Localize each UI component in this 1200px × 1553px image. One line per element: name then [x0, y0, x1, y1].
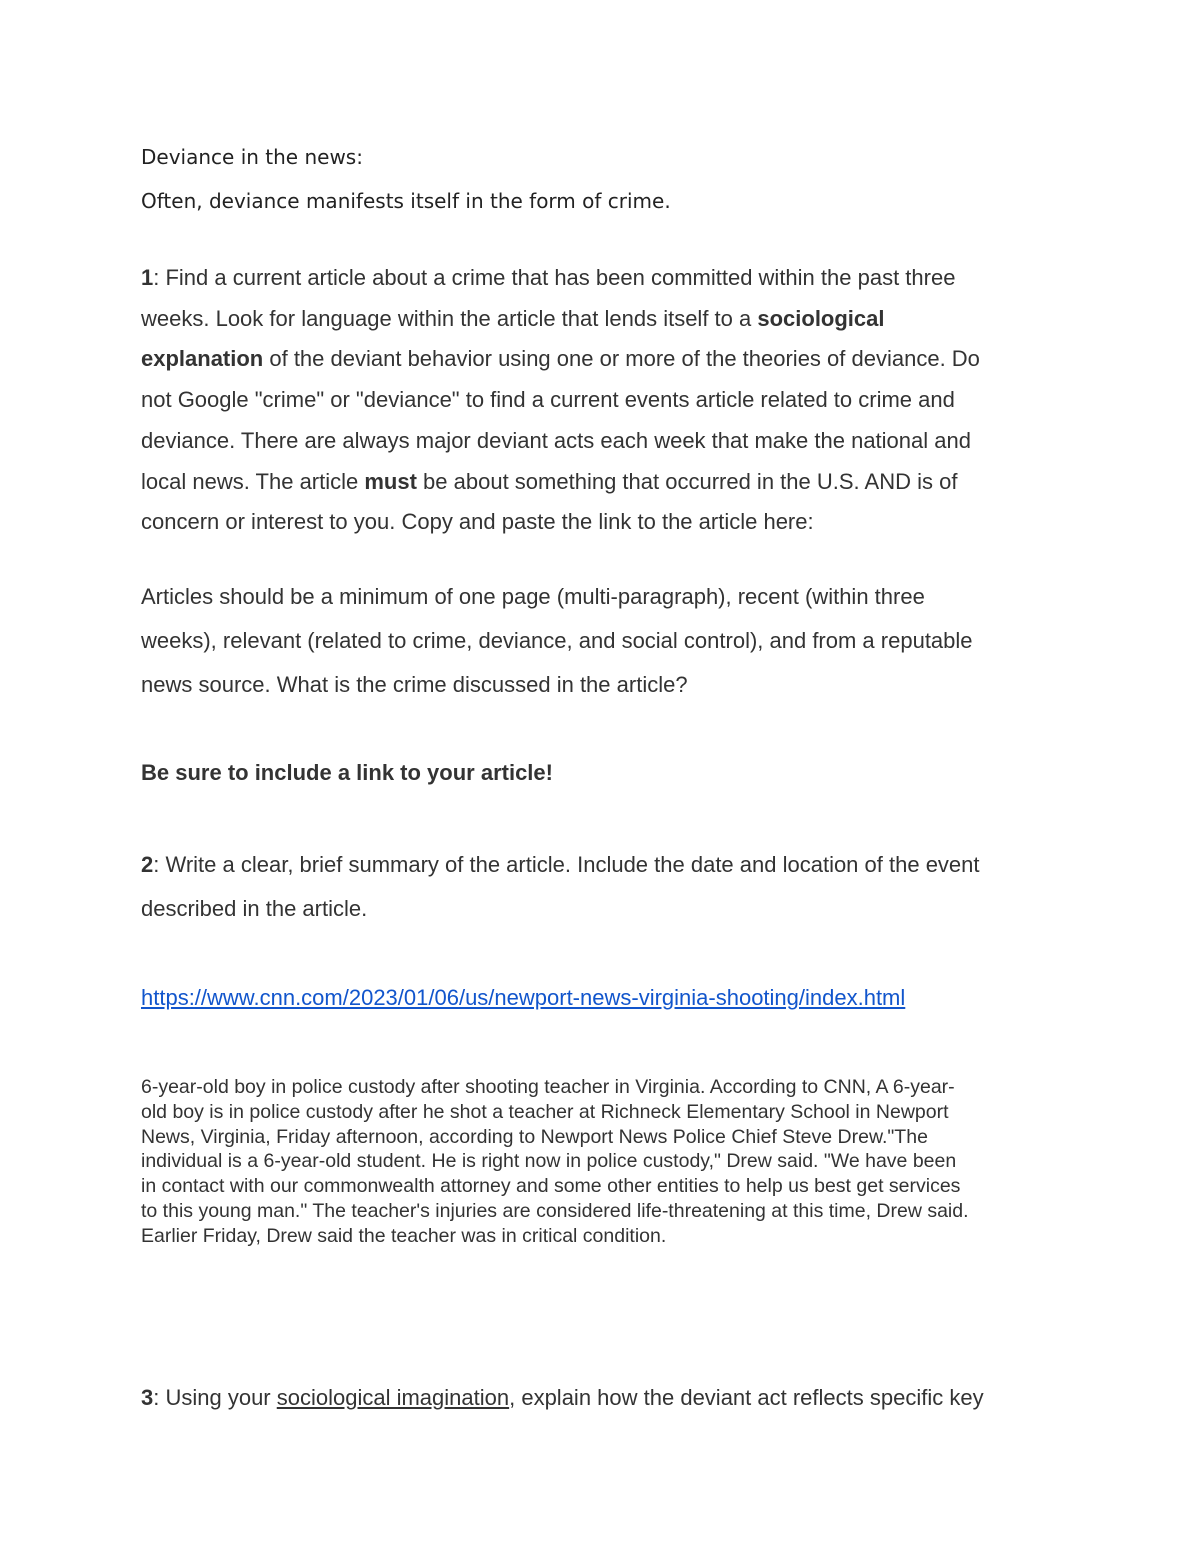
- q2-line-1: [141, 843, 1061, 887]
- q2-line-2: described in the article.: [141, 896, 368, 921]
- q1-line-1: [141, 258, 1061, 299]
- q1-line-4: not Google "crime" or "deviance" to find a current events article related to crime and: [141, 387, 955, 413]
- question-3: [141, 1378, 1061, 1419]
- q1-line-3-text: of the deviant behavior using one or more of the theories of deviance. Do: [263, 346, 980, 372]
- link-reminder: [141, 753, 1061, 794]
- document-title: [141, 143, 1061, 171]
- q1-bold-sociological: sociological: [757, 305, 885, 331]
- document-subtitle: [141, 187, 1061, 215]
- q2-line-1-text: : Write a clear, brief summary of the article. Include the date and location of the event: [153, 852, 980, 877]
- question-2: [141, 843, 1061, 931]
- q1-line-5: deviance. There are always major deviant acts each week that make the national and: [141, 427, 971, 453]
- summary-line-3: News, Virginia, Friday afternoon, according to Newport News Police Chief Steve Drew."The: [141, 1125, 928, 1148]
- articles-note-line-3: news source. What is the crime discussed in the article?: [141, 672, 688, 697]
- q1-bold-explanation: explanation: [141, 346, 264, 372]
- summary-line-4: individual is a 6-year-old student. He is right now in police custody," Drew said. "We have been: [141, 1150, 957, 1173]
- articles-note-line-2: weeks), relevant (related to crime, deviance, and social control), and from a reputable: [141, 628, 973, 653]
- q3-line-1: [141, 1378, 1061, 1419]
- summary-line-7: Earlier Friday, Drew said the teacher was in critical condition.: [141, 1224, 667, 1247]
- link-reminder-text: Be sure to include a link to your article!: [141, 760, 553, 785]
- summary-line-5: in contact with our commonwealth attorney and some other entities to help us best get services: [141, 1175, 961, 1198]
- q2-number: 2: [141, 852, 154, 877]
- summary-line-6: to this young man." The teacher's injuries are considered life-threatening at this time, Drew said.: [141, 1199, 969, 1222]
- q1-bold-must: must: [364, 468, 417, 494]
- title-text: Deviance in the news:: [141, 145, 363, 169]
- q1-line-6-post: be about something that occurred in the U.S. AND is of: [416, 468, 958, 494]
- articles-note-line-1: Articles should be a minimum of one page (multi-paragraph), recent (within three: [141, 584, 925, 609]
- summary-line-2: old boy is in police custody after he shot a teacher at Richneck Elementary School in Newport: [141, 1100, 949, 1123]
- q1-line-1-text: : Find a current article about a crime that has been committed within the past three: [153, 265, 956, 290]
- q1-line-2: [141, 299, 1061, 340]
- question-1: [141, 258, 1061, 543]
- q1-number: 1: [141, 265, 154, 290]
- article-link-row: [141, 983, 1061, 1013]
- articles-note: [141, 575, 1061, 707]
- article-summary: [141, 1075, 1061, 1249]
- subtitle-text: Often, deviance manifests itself in the form of crime.: [141, 189, 671, 213]
- q1-line-3: [141, 339, 1061, 380]
- q3-number: 3: [141, 1385, 154, 1410]
- q3-sociological-imagination: sociological imagination: [276, 1385, 510, 1410]
- q1-line-7: concern or interest to you. Copy and paste the link to the article here:: [141, 509, 814, 535]
- q1-line-6: [141, 462, 1061, 503]
- q1-line-6-pre: local news. The article: [141, 468, 365, 494]
- article-link[interactable]: https://www.cnn.com/2023/01/06/us/newport-news-virginia-shooting/index.html: [141, 985, 906, 1010]
- summary-line-1: 6-year-old boy in police custody after shooting teacher in Virginia. According to CNN, A 6-year-: [141, 1076, 955, 1098]
- q3-pre: : Using your: [153, 1385, 277, 1410]
- q3-post: , explain how the deviant act reflects specific key: [509, 1385, 984, 1410]
- q1-line-2-text: weeks. Look for language within the article that lends itself to a: [141, 305, 758, 331]
